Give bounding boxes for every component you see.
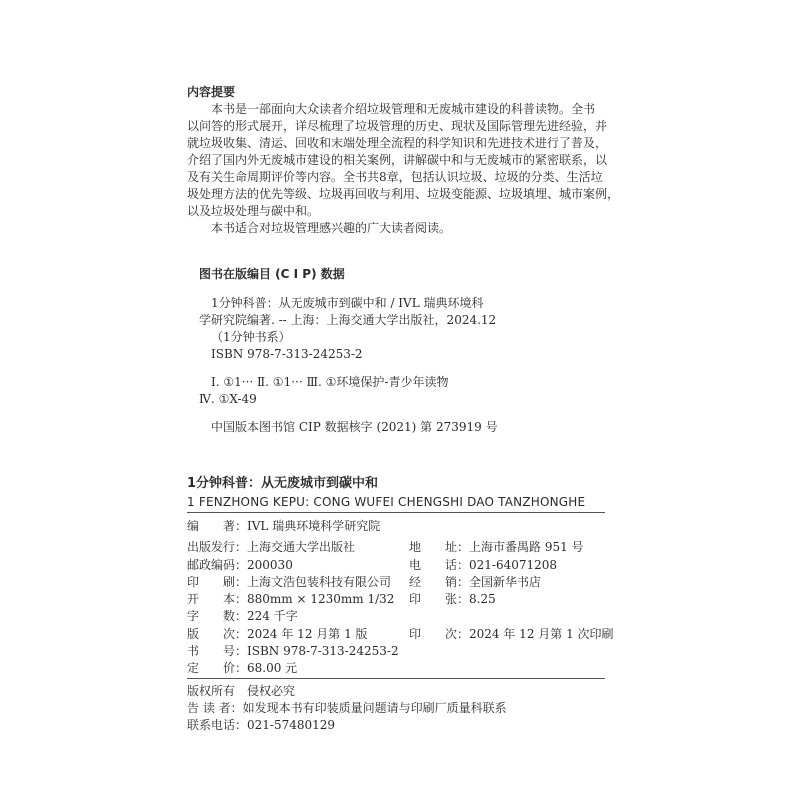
detail-label: 版 次： [187, 627, 248, 641]
detail-label: 印 张： [409, 592, 470, 606]
summary-audience: 本书适合对垃圾管理感兴趣的广大读者阅读。 [211, 221, 452, 235]
detail-label: 开 本： [187, 592, 248, 606]
cip-entry-line: 1分钟科普：从无废城市到碳中和 / IVL 瑞典环境科 [211, 296, 484, 310]
detail-label: 地 址： [409, 540, 470, 554]
detail-value: 200030 [247, 558, 293, 572]
title-divider [187, 512, 605, 513]
detail-label: 印 刷： [187, 575, 248, 589]
detail-label: 印 次： [409, 627, 470, 641]
detail-label: 编 著： [187, 519, 248, 533]
detail-row [187, 539, 355, 555]
summary-line: 圾处理方法的优先等级、垃圾再回收与利用、垃圾变能源、垃圾填埋、城市案例， [187, 187, 620, 201]
detail-value: 224 千字 [247, 609, 298, 623]
detail-row [187, 574, 391, 590]
contact-phone-value: 021-57480129 [247, 718, 336, 732]
detail-label: 经 销： [409, 575, 470, 589]
contact-phone [187, 717, 335, 733]
detail-row [187, 518, 380, 534]
cip-class-line: Ⅳ. ①X-49 [199, 392, 257, 406]
detail-row-right [409, 539, 584, 555]
detail-row [187, 626, 368, 642]
detail-value: 上海交通大学出版社 [247, 540, 356, 554]
detail-value: 8.25 [469, 592, 496, 606]
book-title-pinyin: 1 FENZHONG KEPU: CONG WUFEI CHENGSHI DAO TANZHONGHE [187, 495, 586, 509]
summary-line: 介绍了国内外无废城市建设的相关案例，讲解碳中和与无废城市的紧密联系，以 [187, 153, 608, 167]
details-divider [187, 678, 605, 679]
contact-phone-label: 联系电话： [187, 718, 248, 732]
rights-reserved [187, 683, 295, 699]
cip-heading: 图书在版编目 (C I P) 数据 [199, 267, 345, 281]
detail-row-right [409, 557, 557, 573]
detail-label: 书 号： [187, 644, 248, 658]
detail-value: 上海文浩包装科技有限公司 [247, 575, 392, 589]
detail-row-right [409, 626, 614, 642]
detail-row-right [409, 591, 496, 607]
detail-value: 880mm × 1230mm 1/32 [247, 592, 395, 606]
detail-value: 021-64071208 [469, 558, 558, 572]
detail-row [187, 591, 394, 607]
detail-row-right [409, 574, 541, 590]
detail-value: ISBN 978-7-313-24253-2 [247, 644, 399, 658]
detail-value: 2024 年 12 月第 1 版 [247, 627, 368, 641]
summary-line: 就垃圾收集、清运、回收和末端处理全流程的科学知识和先进技术进行了普及， [187, 136, 608, 150]
reader-notice-label: 告 读 者： [187, 701, 243, 715]
detail-row [187, 557, 293, 573]
detail-row [187, 660, 297, 676]
detail-value: 上海市番禺路 951 号 [469, 540, 584, 554]
cip-class-line: Ⅰ. ①1··· Ⅱ. ①1··· Ⅲ. ①环境保护-青少年读物 [211, 375, 449, 389]
rights-reserved-label: 版权所有 [187, 684, 236, 698]
summary-line: 及有关生命周期评价等内容。全书共8章，包括认识垃圾、垃圾的分类、生活垃 [187, 170, 603, 184]
cip-entry-line: （1分钟书系） [211, 330, 291, 344]
rights-reserved-value: 侵权必究 [247, 684, 296, 698]
cip-entry-line: 学研究院编著. -- 上海：上海交通大学出版社，2024.12 [199, 313, 497, 327]
cip-check-number: 中国版本图书馆 CIP 数据核字 (2021) 第 273919 号 [211, 420, 498, 434]
summary-line: 本书是一部面向大众读者介绍垃圾管理和无废城市建设的科普读物。全书 [211, 102, 596, 116]
detail-label: 定 价： [187, 661, 248, 675]
reader-notice [187, 700, 507, 716]
detail-row [187, 643, 399, 659]
reader-notice-value: 如发现本书有印装质量问题请与印刷厂质量科联系 [242, 701, 507, 715]
detail-value: 2024 年 12 月第 1 次印刷 [469, 627, 614, 641]
detail-label: 电 话： [409, 558, 470, 572]
detail-row [187, 608, 298, 624]
summary-line: 以及垃圾处理与碳中和。 [187, 204, 320, 218]
detail-label: 字 数： [187, 609, 248, 623]
summary-heading: 内容提要 [187, 85, 236, 99]
detail-value: 68.00 元 [247, 661, 298, 675]
detail-value: IVL 瑞典环境科学研究院 [247, 519, 381, 533]
detail-label: 出版发行： [187, 540, 248, 554]
detail-label: 邮政编码： [187, 558, 248, 572]
summary-line: 以问答的形式展开，详尽梳理了垃圾管理的历史、现状及国际管理先进经验，并 [187, 119, 608, 133]
detail-value: 全国新华书店 [469, 575, 542, 589]
book-title: 1分钟科普：从无废城市到碳中和 [187, 476, 379, 491]
cip-isbn: ISBN 978-7-313-24253-2 [211, 347, 363, 361]
